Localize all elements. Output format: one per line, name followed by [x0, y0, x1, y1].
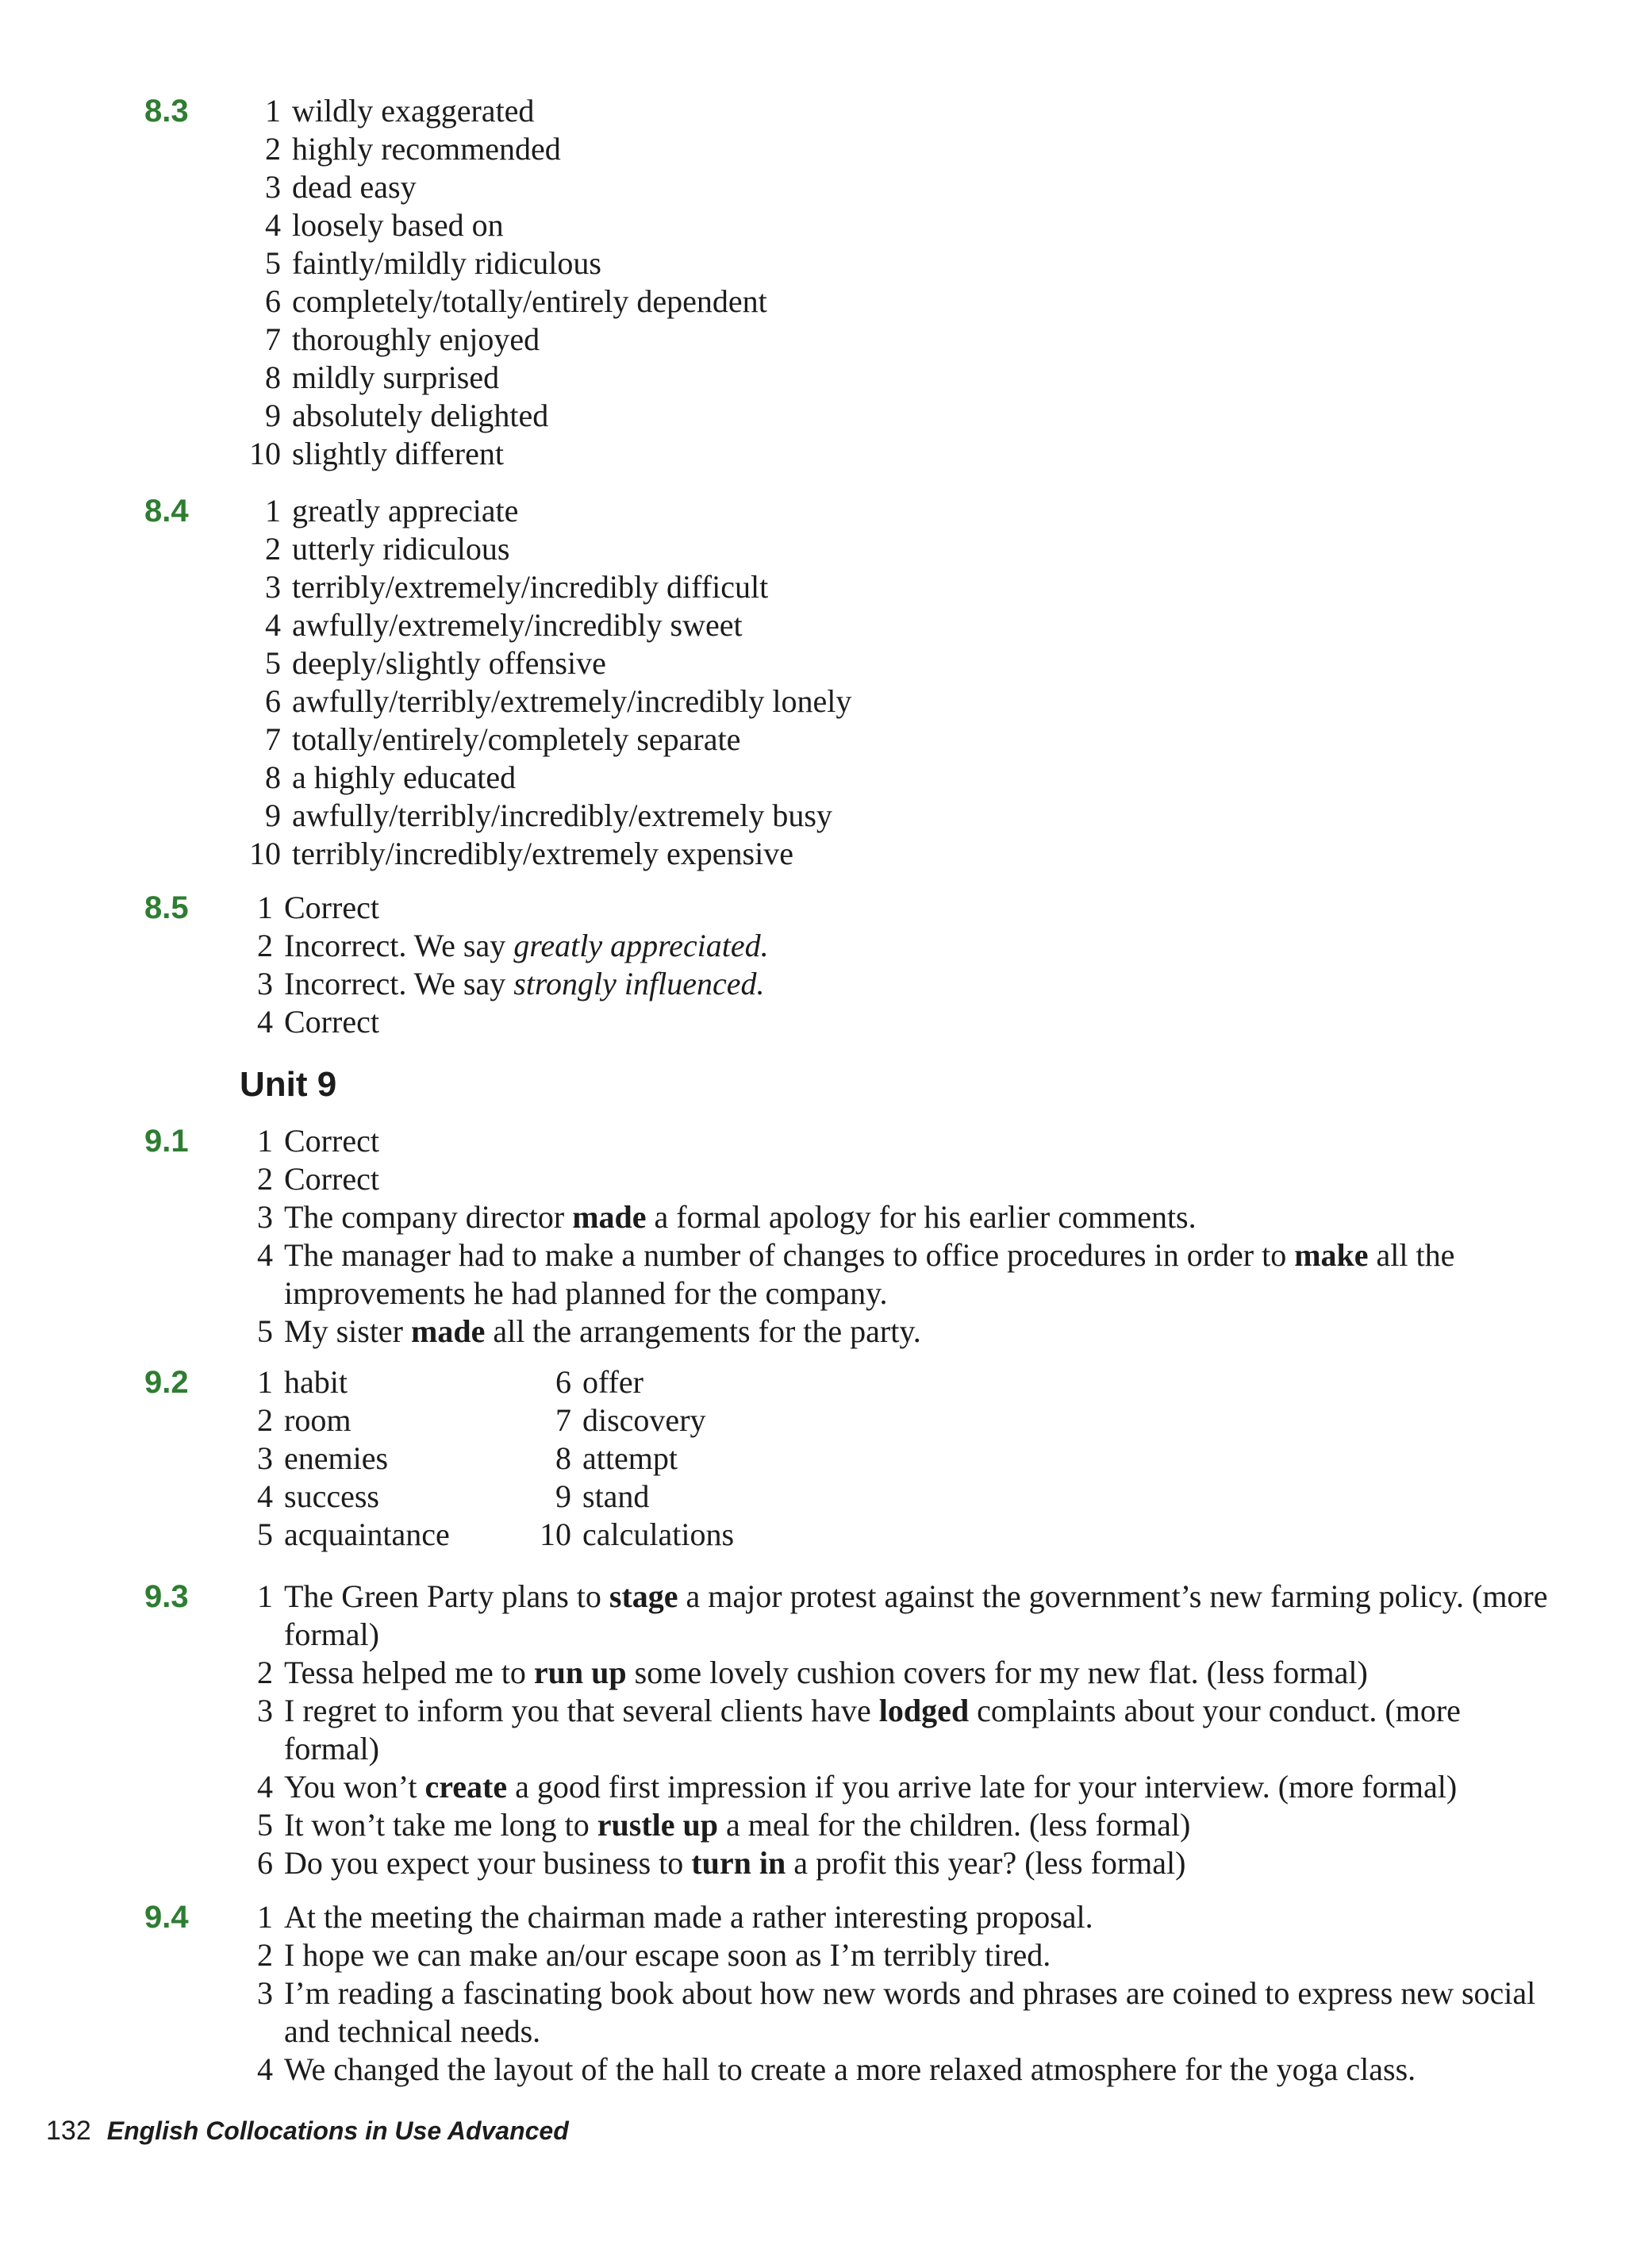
text-run: a meal for the children. (less formal)	[718, 1807, 1191, 1843]
answer-item	[530, 1516, 828, 1554]
text-run: The manager had to make a number of changes to office procedures in order to	[284, 1237, 1295, 1273]
answer-text	[292, 206, 1577, 244]
item-number: 4	[265, 207, 281, 243]
answer-text	[284, 1898, 1554, 1936]
text-run: At the meeting the chairman made a rather interesting proposal.	[284, 1899, 1093, 1935]
item-number: 1	[257, 1899, 273, 1935]
text-run: completely/totally/entirely dependent	[292, 283, 767, 319]
item-number: 4	[257, 2051, 273, 2087]
answer-item	[232, 1768, 1554, 1806]
answer-item	[232, 1974, 1554, 2051]
item-number: 4	[257, 1769, 273, 1805]
item-number: 3	[257, 1693, 273, 1728]
italic-phrase: strongly influenced.	[513, 966, 765, 1001]
exercise-number: 9.1	[144, 1124, 189, 1159]
unit-heading: Unit 9	[240, 1065, 337, 1104]
bold-term: lodged	[878, 1693, 970, 1728]
answer-item	[240, 168, 1577, 206]
answer-item	[232, 1578, 1554, 1654]
item-number: 7	[265, 721, 281, 757]
answer-text: habit	[284, 1364, 348, 1400]
answer-item	[240, 244, 1577, 283]
answer-text	[292, 397, 1577, 435]
item-number: 10	[249, 436, 281, 471]
answer-text	[284, 1003, 1554, 1041]
answer-item	[240, 206, 1577, 244]
text-run: mildly surprised	[292, 359, 500, 395]
item-number: 8	[265, 359, 281, 395]
answer-item	[240, 530, 1577, 568]
item-number: 6	[265, 283, 281, 319]
answer-item	[240, 682, 1577, 721]
answer-text	[292, 321, 1577, 359]
item-number: 7	[555, 1402, 571, 1438]
text-run: I regret to inform you that several clients have	[284, 1693, 879, 1728]
answer-text	[292, 130, 1577, 168]
answer-text	[284, 1806, 1554, 1844]
item-number: 2	[257, 1402, 273, 1438]
bold-term: run up	[533, 1655, 627, 1690]
item-number: 2	[257, 1937, 273, 1973]
answer-item	[232, 1003, 1554, 1041]
answer-text	[292, 244, 1577, 283]
italic-phrase: greatly appreciated.	[513, 928, 769, 963]
answer-item	[232, 2051, 1554, 2089]
answer-item	[232, 1440, 530, 1478]
answer-text	[284, 927, 1554, 965]
answer-list	[232, 1122, 1554, 1351]
text-run: totally/entirely/completely separate	[292, 721, 741, 757]
answer-text	[284, 1578, 1554, 1654]
text-run: awfully/terribly/incredibly/extremely busy	[292, 798, 832, 833]
bold-term: rustle up	[597, 1807, 718, 1843]
text-run: Do you expect your business to	[284, 1845, 692, 1881]
item-number: 3	[257, 1975, 273, 2011]
answer-text	[284, 2051, 1554, 2089]
book-title: English Collocations in Use Advanced	[106, 2116, 569, 2145]
answer-item	[530, 1401, 828, 1440]
answer-list	[232, 1578, 1554, 1882]
answer-text	[292, 283, 1577, 321]
answer-item	[232, 1692, 1554, 1768]
text-run: Tessa helped me to	[284, 1655, 534, 1690]
answer-columns	[232, 1363, 828, 1554]
answer-text: acquaintance	[284, 1516, 450, 1552]
answer-text	[284, 1844, 1554, 1882]
bold-term: made	[411, 1313, 486, 1349]
answer-item	[240, 797, 1577, 835]
text-run: awfully/terribly/extremely/incredibly lonely	[292, 683, 852, 719]
answer-item	[530, 1363, 828, 1401]
text-run: Correct	[284, 890, 379, 925]
page-number: 132	[46, 2116, 91, 2146]
text-run: deeply/slightly offensive	[292, 645, 606, 681]
answer-item	[530, 1440, 828, 1478]
item-number: 9	[265, 398, 281, 433]
item-number: 4	[257, 1237, 273, 1273]
answer-item	[232, 965, 1554, 1003]
text-run: wildly exaggerated	[292, 93, 535, 129]
answer-item	[530, 1478, 828, 1516]
answer-text	[284, 1236, 1554, 1313]
answer-text: discovery	[582, 1402, 706, 1438]
answer-text	[292, 682, 1577, 721]
answer-text	[292, 435, 1577, 473]
text-run: We changed the layout of the hall to create a more relaxed atmosphere for the yoga class.	[284, 2051, 1416, 2087]
text-run: highly recommended	[292, 131, 561, 167]
answer-item	[232, 1806, 1554, 1844]
item-number: 6	[265, 683, 281, 719]
item-number: 2	[265, 131, 281, 167]
answer-text: enemies	[284, 1440, 389, 1476]
text-run: loosely based on	[292, 207, 504, 243]
item-number: 5	[265, 245, 281, 281]
answer-text: stand	[582, 1478, 650, 1514]
text-run: Correct	[284, 1004, 379, 1040]
item-number: 3	[257, 966, 273, 1001]
exercise-number: 9.4	[144, 1900, 189, 1935]
answer-item	[232, 1198, 1554, 1236]
item-number: 5	[257, 1313, 273, 1349]
text-run: a major protest against the government’s new farming policy. (more formal)	[284, 1578, 1548, 1652]
item-number: 3	[257, 1199, 273, 1235]
answer-text	[292, 359, 1577, 397]
item-number: 1	[257, 1123, 273, 1159]
answer-item	[232, 1516, 530, 1554]
item-number: 10	[249, 836, 281, 871]
item-number: 1	[257, 1578, 273, 1614]
answer-text	[292, 92, 1577, 130]
answer-list	[232, 889, 1554, 1041]
text-run: terribly/extremely/incredibly difficult	[292, 569, 769, 605]
text-run: I hope we can make an/our escape soon as I’m terribly tired.	[284, 1937, 1051, 1973]
item-number: 7	[265, 321, 281, 357]
answer-text	[284, 889, 1554, 927]
bold-term: made	[572, 1199, 647, 1235]
item-number: 4	[265, 607, 281, 643]
answer-text	[284, 1313, 1554, 1351]
answer-text	[292, 530, 1577, 568]
text-run: I’m reading a fascinating book about how new words and phrases are coined to express new social and technical needs.	[284, 1975, 1536, 2049]
item-number: 3	[257, 1440, 273, 1476]
answer-text	[292, 644, 1577, 682]
answer-text	[284, 1974, 1554, 2051]
text-run: The company director	[284, 1199, 573, 1235]
item-number: 3	[265, 169, 281, 205]
answer-item	[232, 1478, 530, 1516]
answer-item	[240, 606, 1577, 644]
answer-text	[292, 721, 1577, 759]
bold-term: create	[424, 1769, 508, 1805]
item-number: 1	[265, 93, 281, 129]
page-footer	[46, 2115, 569, 2147]
answer-item	[232, 1363, 530, 1401]
text-run: a profit this year? (less formal)	[786, 1845, 1186, 1881]
text-run: You won’t	[284, 1769, 425, 1805]
item-number: 4	[257, 1004, 273, 1040]
answer-item	[232, 1401, 530, 1440]
answer-text	[284, 1122, 1554, 1160]
item-number: 4	[257, 1478, 273, 1514]
text-run: all the arrangements for the party.	[485, 1313, 921, 1349]
item-number: 6	[257, 1845, 273, 1881]
answer-item	[232, 1313, 1554, 1351]
item-number: 1	[265, 493, 281, 529]
text-run: thoroughly enjoyed	[292, 321, 540, 357]
text-run: My sister	[284, 1313, 411, 1349]
exercise-number: 8.5	[144, 890, 189, 925]
bold-term: turn in	[691, 1845, 786, 1881]
answer-text: room	[284, 1402, 352, 1438]
text-run: some lovely cushion covers for my new flat. (less formal)	[626, 1655, 1368, 1690]
item-number: 1	[257, 890, 273, 925]
answer-item	[240, 435, 1577, 473]
exercise-number: 8.3	[144, 94, 189, 129]
answer-text	[284, 965, 1554, 1003]
exercise-number: 9.3	[144, 1579, 189, 1614]
answer-item	[232, 1236, 1554, 1313]
item-number: 5	[257, 1516, 273, 1552]
answer-item	[232, 889, 1554, 927]
answer-text	[284, 1654, 1554, 1692]
item-number: 1	[257, 1364, 273, 1400]
text-run: greatly appreciate	[292, 493, 519, 529]
answer-item	[240, 721, 1577, 759]
bold-term: make	[1294, 1237, 1369, 1273]
text-run: utterly ridiculous	[292, 531, 510, 567]
answer-item	[232, 927, 1554, 965]
answer-item	[240, 759, 1577, 797]
answer-text	[292, 797, 1577, 835]
answer-item	[232, 1160, 1554, 1198]
item-number: 8	[265, 759, 281, 795]
text-run: faintly/mildly ridiculous	[292, 245, 601, 281]
answer-column	[530, 1363, 828, 1554]
item-number: 2	[257, 1161, 273, 1197]
item-number: 6	[555, 1364, 571, 1400]
text-run: slightly different	[292, 436, 504, 471]
item-number: 8	[555, 1440, 571, 1476]
answer-text	[292, 759, 1577, 797]
item-number: 2	[257, 928, 273, 963]
answer-item	[240, 644, 1577, 682]
answer-item	[240, 492, 1577, 530]
bold-term: stage	[609, 1578, 678, 1614]
answer-text	[292, 835, 1577, 873]
answer-text: success	[284, 1478, 379, 1514]
answer-item	[232, 1122, 1554, 1160]
text-run: awfully/extremely/incredibly sweet	[292, 607, 743, 643]
item-number: 5	[257, 1807, 273, 1843]
text-run: Correct	[284, 1161, 379, 1197]
answer-list	[232, 1898, 1554, 2089]
answer-item	[232, 1898, 1554, 1936]
answer-text	[284, 1692, 1554, 1768]
exercise-number: 9.2	[144, 1365, 189, 1400]
answer-text	[284, 1936, 1554, 1974]
answer-text	[284, 1198, 1554, 1236]
answer-text	[284, 1160, 1554, 1198]
text-run: Correct	[284, 1123, 379, 1159]
text-run: a highly educated	[292, 759, 517, 795]
text-run: complaints about your conduct. (more formal)	[284, 1693, 1461, 1766]
answer-item	[240, 397, 1577, 435]
text-run: terribly/incredibly/extremely expensive	[292, 836, 793, 871]
answer-item	[240, 835, 1577, 873]
text-run: Incorrect. We say	[284, 928, 514, 963]
answer-list	[240, 492, 1577, 873]
answer-text	[284, 1768, 1554, 1806]
answer-text	[292, 492, 1577, 530]
answer-item	[240, 283, 1577, 321]
text-run: all the improvements he had planned for the company.	[284, 1237, 1455, 1311]
exercise-number: 8.4	[144, 494, 189, 529]
item-number: 9	[555, 1478, 571, 1514]
answer-item	[240, 359, 1577, 397]
answer-text: calculations	[582, 1516, 735, 1552]
answer-text	[292, 168, 1577, 206]
answer-item	[232, 1936, 1554, 1974]
text-run: The Green Party plans to	[284, 1578, 609, 1614]
answer-text: offer	[582, 1364, 643, 1400]
text-run: dead easy	[292, 169, 417, 205]
item-number: 5	[265, 645, 281, 681]
answer-text: attempt	[582, 1440, 678, 1476]
answer-item	[232, 1654, 1554, 1692]
answer-list	[240, 92, 1577, 473]
text-run: absolutely delighted	[292, 398, 549, 433]
item-number: 9	[265, 798, 281, 833]
item-number: 3	[265, 569, 281, 605]
item-number: 2	[257, 1655, 273, 1690]
answer-text	[292, 568, 1577, 606]
answer-column	[232, 1363, 530, 1554]
text-run: a good first impression if you arrive late for your interview. (more formal)	[507, 1769, 1458, 1805]
answer-item	[232, 1844, 1554, 1882]
text-run: a formal apology for his earlier comments.	[646, 1199, 1197, 1235]
answer-item	[240, 568, 1577, 606]
answer-item	[240, 321, 1577, 359]
answer-item	[240, 130, 1577, 168]
item-number: 10	[540, 1516, 571, 1552]
answer-item	[240, 92, 1577, 130]
text-run: Incorrect. We say	[284, 966, 514, 1001]
text-run: It won’t take me long to	[284, 1807, 597, 1843]
answer-text	[292, 606, 1577, 644]
item-number: 2	[265, 531, 281, 567]
